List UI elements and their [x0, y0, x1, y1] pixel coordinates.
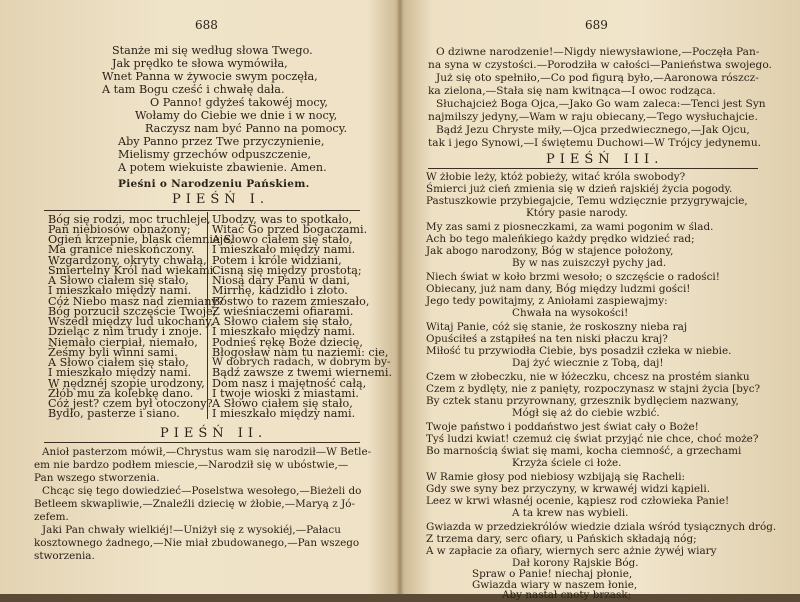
text-line: Bo marnością świat się mami, kocha ciemność, a grzechami [426, 445, 742, 457]
text-line: najmilszy jedyny,—Wam w raju obiecany,—Tego wysłuchajcie. [428, 111, 758, 123]
text-line: Spraw o Panie! niechaj płonie, [472, 568, 633, 580]
text-line: na syna w czystości.—Porodziła w całości—Panieństwa swojego. [428, 59, 772, 71]
text-line: Bóstwo to razem zmieszało, [212, 295, 370, 308]
text-line: Który pasie narody. [526, 207, 628, 219]
text-line: A Słowo ciałem się stało, [212, 315, 353, 328]
text-line: Żłób mu za kolebkę dano. [48, 387, 194, 400]
text-line: A Słowo ciałem się stało, [48, 274, 189, 287]
rule [44, 210, 360, 211]
text-line: Błogosław nam tu naziemi: cie, [212, 346, 389, 359]
text-line: Anioł pasterzom mówił,—Chrystus wam się narodził—W Betle- [42, 446, 372, 458]
left-page [0, 0, 398, 594]
text-line: Pan wszego stworzenia. [34, 472, 160, 484]
text-line: Potem i króle widziani, [212, 254, 342, 267]
text-line: W żłobie leży, któż pobieży, witać króla swobody? [426, 171, 686, 183]
text-line: Czem w złobeczku, nie w łóżeczku, chcesz na prostém sianku [426, 371, 750, 383]
text-line: ka zielona,—Stała się nam kwitnąca—I owoc rodząca. [428, 85, 716, 97]
text-line: Dom nasz i majętność całą, [212, 377, 367, 390]
text-line: Śmierci już cień zmienia się w dzień rajskiéj życia pogody. [426, 183, 733, 195]
text-line: Bóg się rodzi, moc truchleje, [48, 213, 211, 226]
text-line: Bydło, pasterze i siano. [48, 407, 180, 420]
text-line: Jaki Pan chwały wielkiéj!—Uniżył się z wysokiéj,—Pałacu [42, 524, 341, 536]
text-line: Bądź zawsze z twemi wiernemi. [212, 366, 393, 379]
song-title: PIEŚŃ II. [160, 426, 268, 441]
text-line: Cóż jest? czem był otoczony? [48, 397, 213, 410]
text-line: Krzyża ściele ci łoże. [512, 457, 622, 469]
rule [428, 168, 758, 169]
text-line: I mieszkało między nami. [212, 325, 356, 338]
text-line: Niosą dary Panu w dani, [212, 274, 351, 287]
text-line: A w zapłacie za ofiary, wiernych serc ażnie żywéj wiary [426, 545, 717, 557]
text-line: O dziwne narodzenie!—Nigdy niewysławione,—Poczęła Pan- [436, 46, 760, 58]
text-line: Już się oto spełniło,—Co pod figurą było,—Aaronowa rószcz- [436, 72, 759, 84]
text-line: A Słowo ciałem się stało, [212, 233, 353, 246]
text-line: W Ramie głosy pod niebiosy wzbijają się Racheli: [426, 471, 686, 483]
text-line: I mieszkało między nami. [212, 243, 356, 256]
text-line: Bądź Jezu Chryste miły,—Ojca przedwiecznego,—Jak Ojcu, [436, 124, 750, 136]
text-line: Mógł się aż do ciebie wzbić. [512, 407, 660, 419]
text-line: stworzenia. [34, 550, 95, 562]
text-line: W nędznéj szopie urodzony, [48, 377, 205, 390]
text-line: Dzieląc z nim trudy i znoje. [48, 325, 203, 338]
text-line: Aby Panno przez Twe przyczynienie, [118, 135, 325, 148]
text-line: Słuchajcież Boga Ojca,—Jako Go wam zaleca:—Tenci jest Syn [436, 98, 766, 110]
text-line: Opuściłeś a zstąpiłeś na ten niski płaczu kraj? [426, 333, 668, 345]
text-line: Stanże mi się według słowa Twego. [112, 44, 313, 57]
text-line: A tam Bogu cześć i chwałę dała. [102, 83, 285, 96]
text-line: Ma granice nieskończony. [48, 243, 195, 256]
text-line: Żeśmy byli winni sami. [48, 346, 178, 359]
text-line: Mirrhę, kadzidło i złoto. [212, 284, 348, 297]
text-line: Z trzema dary, serc ofiary, u Pańskich składają nóg; [426, 533, 697, 545]
text-line: A ta krew nas wybieli. [512, 507, 629, 519]
text-line: Niemało cierpiał, niemało, [48, 336, 198, 349]
text-line: W dobrych radach, w dobrym by- [212, 356, 391, 368]
text-line: Wołamy do Ciebie we dnie i w nocy, [135, 109, 338, 122]
right-page-number: 689 [585, 18, 608, 32]
text-line: Gwiazda wiary w naszem łonie, [472, 579, 638, 591]
text-line: em nie bardzo podłem miescie,—Narodził się w ubóstwie,— [34, 459, 349, 471]
text-line: I mieszkało między nami. [212, 407, 356, 420]
text-line: Ogień krzepnie, blask ciemnieje, [48, 233, 234, 246]
text-line: Podnieś rękę Boże dziecię, [212, 336, 363, 349]
text-line: Gwiazda w przedziekrólów wiedzie dziala wśród tysiącznych dróg. [426, 521, 777, 533]
text-line: Ubodzy, was to spotkało, [212, 213, 353, 226]
text-line: Miłość tu przywiodła Ciebie, bys posadził człeka w niebie. [426, 345, 732, 357]
text-line: A Słowo ciałem się stało, [212, 397, 353, 410]
text-line: Niech świat w koło brzmi wesoło; o szczęście o radości! [426, 271, 720, 283]
text-line: Tyś ludzi kwiat! czemuż cię świat przyjąć nie chce, choć może? [426, 433, 759, 445]
text-line: By cztek stanu przyrownany, grzesznik bydlęciem nazwany, [426, 395, 739, 407]
text-line: Wszedł między lud ukochany, [48, 315, 214, 328]
text-line: Bóg porzucił szczęście Twoje; [48, 305, 217, 318]
text-line: Wzgardzony, okryty chwałą, [48, 254, 207, 267]
text-line: I twoje wioski z miastami. [212, 387, 359, 400]
text-line: tak i jego Synowi,—I świętemu Duchowi—W Trójcy jedynemu. [428, 137, 762, 149]
text-line: Jak abogo narodzony, Bóg w stajence położony, [426, 245, 674, 257]
text-line: Dał korony Rajskie Bóg. [512, 557, 639, 569]
text-line: Pan niebiosów obnażony; [48, 223, 191, 236]
text-line: Z wieśniaczemi ofiarami. [212, 305, 354, 318]
right-page [402, 0, 800, 601]
left-page-number: 688 [195, 18, 218, 32]
text-line: By w nas zuiszczył pychy jad. [512, 257, 667, 269]
text-line: Gdy swe syny bez przyczyny, w krwawéj widzi kąpieli. [426, 483, 711, 495]
text-line: Cóż Niebo masz nad ziemiany? [48, 295, 224, 308]
text-line: Betleem skwapliwie,—Znaleźli dziecię w żłobie,—Maryą z Jó- [34, 498, 355, 510]
text-line: I mieszkało między nami. [48, 366, 192, 379]
text-line: Obiecany, już nam dany, Bóg między ludzmi gości! [426, 283, 691, 295]
text-line: Raczysz nam być Panno na pomocy. [145, 122, 348, 135]
text-line: Chcąc się tego dowiedzieć—Poselstwa wesołego,—Bieżeli do [42, 485, 362, 497]
text-line: Daj żyć wiecznie z Tobą, daj! [512, 357, 664, 369]
text-line: Aby nastał cnoty brzask; [502, 589, 632, 601]
text-line: Wnet Panna w żywocie swym poczęła, [102, 70, 318, 83]
text-line: Chwała na wysokości! [512, 307, 629, 319]
text-line: A potem wiekuiste zbawienie. Amen. [118, 161, 327, 174]
text-line: Mielismy grzechów odpuszczenie, [118, 148, 312, 161]
text-line: Śmiertelny Król nad wiekami. [48, 264, 217, 277]
text-line: zefem. [34, 511, 69, 523]
text-line: Leez w krwi własnéj ocenie, kąpiesz rod człowieka Panie! [426, 495, 730, 507]
section-heading: Pieśni o Narodzeniu Pańskiem. [118, 178, 310, 190]
text-line: Twoje państwo i poddaństwo jest świat cały o Boże! [426, 421, 699, 433]
text-line: O Panno! gdyżeś takowéj mocy, [150, 96, 328, 109]
text-line: Cisną się między prostotą; [212, 264, 362, 277]
text-line: A Słowo ciałem się stało, [48, 356, 189, 369]
song-title: PIEŚŃ I. [172, 192, 270, 207]
text-line: Pastuszkowie przybiegajcie, Temu wdzięcznie przygrywajcie, [426, 195, 748, 207]
text-line: I mieszkało między nami. [48, 284, 192, 297]
text-line: Czem z bydlęty, nie z panięty, rozpoczynasz w stajni życia [byc? [426, 383, 761, 395]
text-line: Witaj Panie, cóż się stanie, że roskoszny nieba raj [426, 321, 688, 333]
text-line: Jak prędko te słowa wymówiła, [112, 57, 288, 70]
text-line: Jego tedy powitajmy, z Aniołami zaspiewajmy: [426, 295, 668, 307]
rule [44, 442, 360, 443]
text-line: Ach bo tego maleńkiego każdy prędko widzieć rad; [426, 233, 695, 245]
song-title: PIEŚŃ III. [546, 152, 664, 167]
text-line: My zas sami z piosneczkami, za wami pogonim w ślad. [426, 221, 714, 233]
text-line: Witać Go przed bogaczami. [212, 223, 368, 236]
text-line: kosztownego żadnego,—Nie miał zbudowanego,—Pan wszego [34, 537, 360, 549]
